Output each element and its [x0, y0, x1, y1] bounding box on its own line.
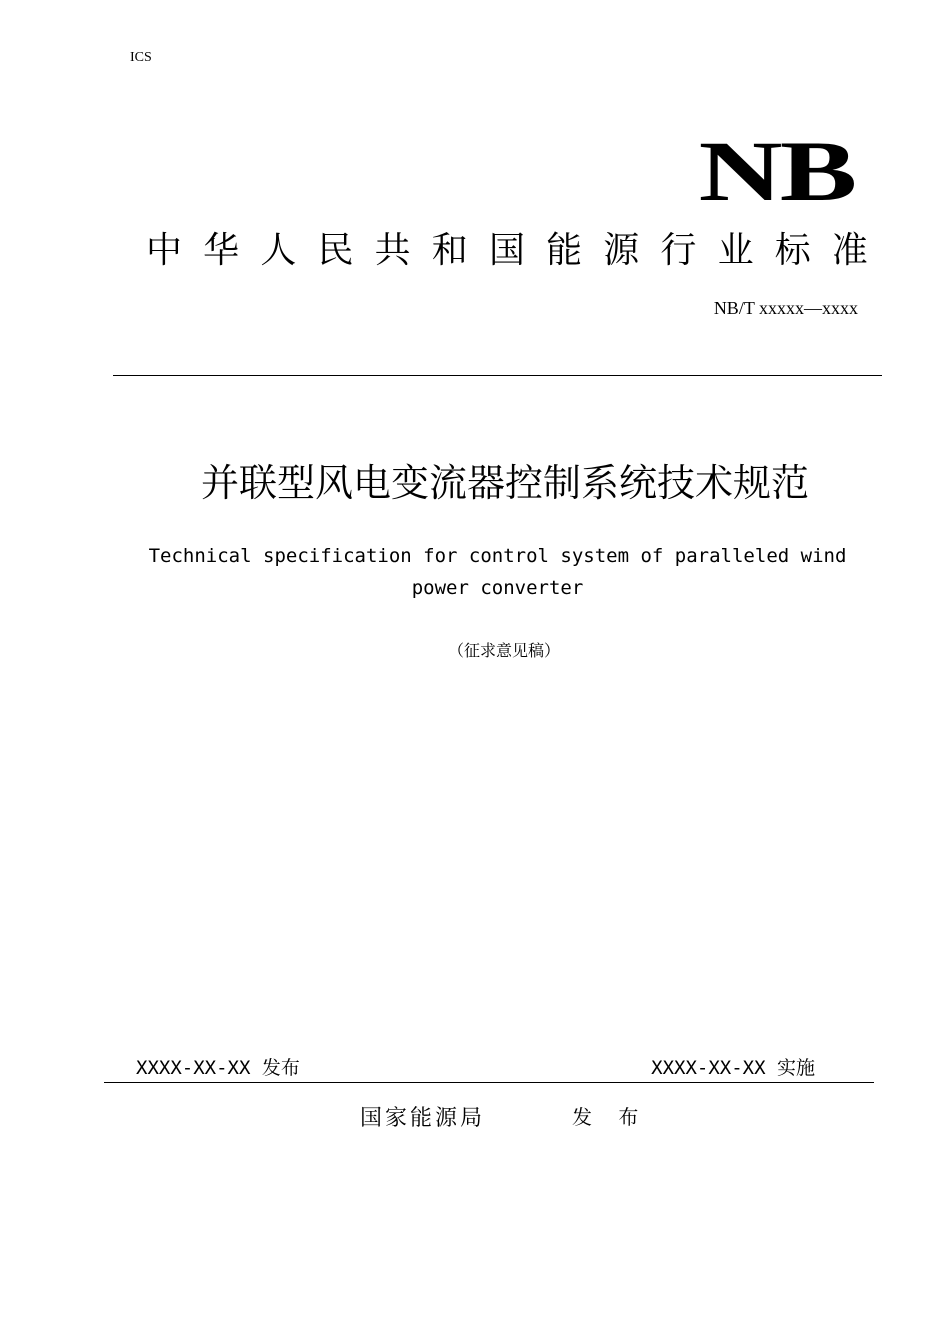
publisher-name: 国家能源局	[360, 1106, 486, 1131]
org-char: 能	[546, 230, 583, 271]
standard-code: NB/T xxxxx—xxxx	[713, 298, 858, 318]
chinese-title: 并联型风电变流器控制系统技术规范	[200, 461, 809, 505]
org-char: 行	[660, 230, 697, 271]
bottom-divider	[104, 1082, 874, 1083]
draft-status: （征求意见稿）	[447, 641, 560, 660]
publish-word: 发 布	[572, 1105, 649, 1129]
org-char: 准	[831, 230, 868, 271]
ics-label: ICS	[130, 50, 152, 65]
implement-date: XXXX-XX-XX 实施	[651, 1057, 815, 1079]
top-divider	[113, 375, 882, 376]
nb-logo: NB	[698, 123, 854, 219]
issue-date: XXXX-XX-XX 发布	[136, 1057, 300, 1079]
org-char: 华	[203, 230, 240, 271]
org-char: 源	[603, 230, 640, 271]
org-char: 人	[260, 230, 297, 271]
org-char: 中	[146, 230, 183, 271]
org-char: 民	[317, 230, 354, 271]
org-char: 和	[431, 230, 468, 271]
org-char: 国	[488, 230, 525, 271]
english-title: Technical specification for control system of paralleled wind power converter	[148, 545, 847, 599]
org-char: 共	[374, 230, 411, 271]
org-char: 业	[717, 230, 754, 271]
org-char: 标	[774, 230, 811, 271]
organization-name	[146, 222, 868, 273]
